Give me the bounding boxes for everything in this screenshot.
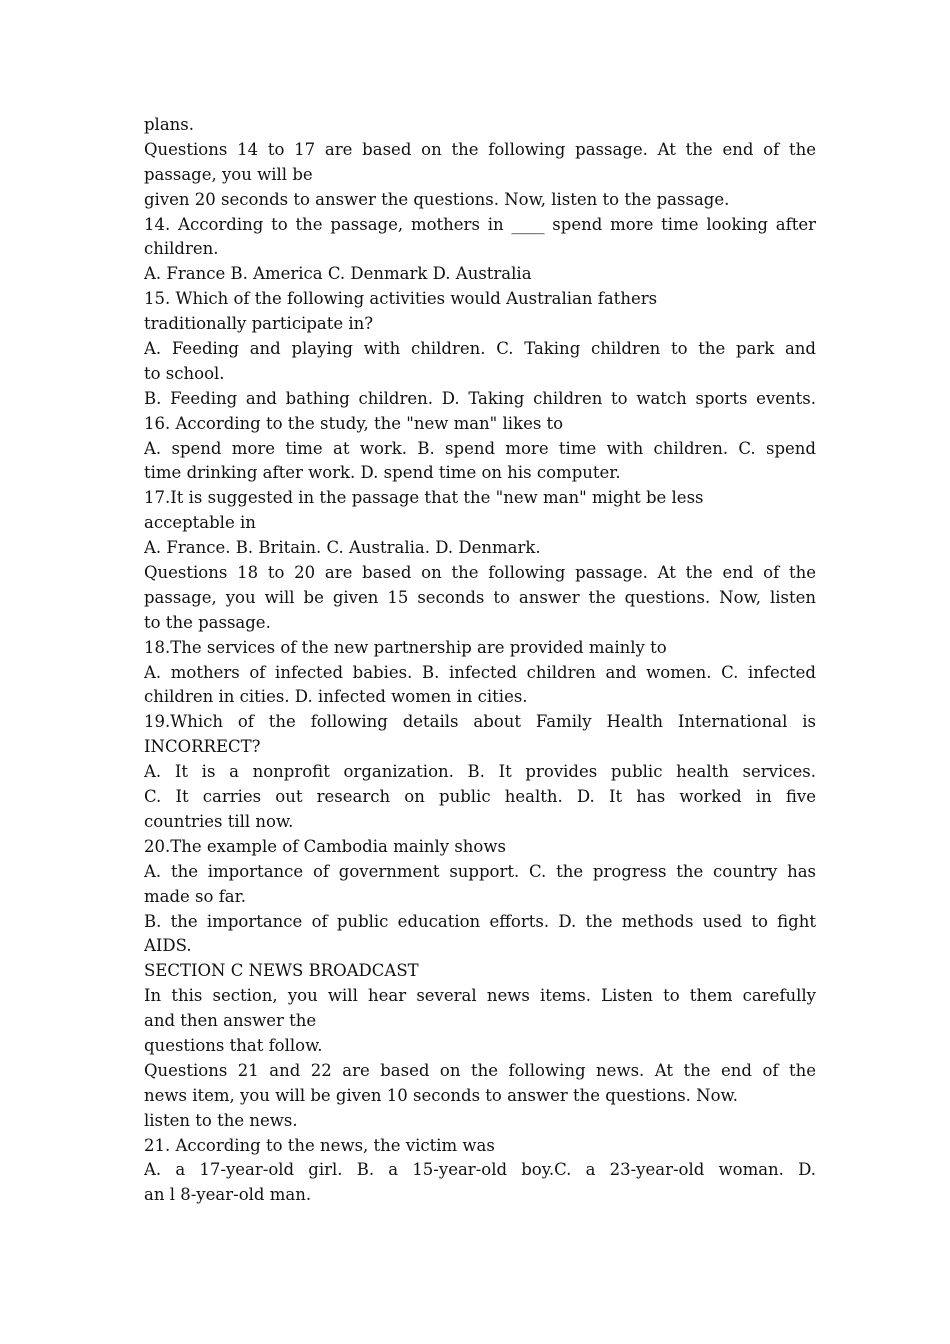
text-line: INCORRECT? (144, 737, 261, 757)
text-line: plans. (144, 115, 195, 134)
text-line: passage, you will be (144, 164, 313, 184)
text-line: made so far. (144, 886, 246, 906)
text-line: to school. (144, 363, 225, 383)
text-line: A. France B. America C. Denmark D. Australia (144, 264, 532, 284)
text-line: given 20 seconds to answer the questions. Now, listen to the passage. (144, 189, 730, 209)
text-line: A. the importance of government support. C. the progress the country has (144, 861, 816, 881)
text-line: an l 8-year-old man. (144, 1185, 312, 1205)
text-line: 17.It is suggested in the passage that the "new man" might be less (144, 488, 704, 508)
text-line: 19.Which of the following details about Family Health International is (144, 712, 816, 732)
text-line: countries till now. (144, 811, 294, 831)
text-line: Questions 18 to 20 are based on the following passage. At the end of the (144, 563, 816, 583)
text-line: questions that follow. (144, 1035, 323, 1055)
text-line: listen to the news. (144, 1110, 298, 1130)
text-line: 15. Which of the following activities would Australian fathers (144, 289, 658, 309)
text-line: In this section, you will hear several news items. Listen to them carefully (144, 986, 816, 1006)
text-line: and then answer the (144, 1011, 317, 1031)
text-line: 16. According to the study, the "new man" likes to (144, 413, 564, 433)
text-line: SECTION C NEWS BROADCAST (144, 961, 419, 981)
text-line: A. spend more time at work. B. spend more time with children. C. spend (144, 438, 816, 458)
text-line: acceptable in (144, 513, 256, 533)
text-line: news item, you will be given 10 seconds to answer the questions. Now. (144, 1085, 738, 1105)
text-line: A. mothers of infected babies. B. infected children and women. C. infected (144, 662, 816, 682)
text-line: 14. According to the passage, mothers in ____ spend more time looking after (144, 214, 816, 234)
text-line: passage, you will be given 15 seconds to answer the questions. Now, listen (144, 587, 816, 607)
text-line: A. a 17-year-old girl. B. a 15-year-old boy.C. a 23-year-old woman. D. (144, 1160, 816, 1180)
text-line: children in cities. D. infected women in cities. (144, 687, 528, 707)
text-line: Questions 21 and 22 are based on the following news. At the end of the (144, 1060, 816, 1080)
text-line: 21. According to the news, the victim was (144, 1135, 495, 1155)
text-line: AIDS. (144, 936, 192, 956)
text-line: C. It carries out research on public health. D. It has worked in five (144, 787, 816, 807)
text-line: B. the importance of public education efforts. D. the methods used to fight (144, 911, 816, 931)
text-line: B. Feeding and bathing children. D. Taking children to watch sports events. (144, 388, 816, 408)
text-line: A. France. B. Britain. C. Australia. D. Denmark. (144, 538, 541, 558)
text-line: Questions 14 to 17 are based on the following passage. At the end of the (144, 139, 816, 159)
text-line: time drinking after work. D. spend time on his computer. (144, 463, 621, 483)
text-line: traditionally participate in? (144, 314, 374, 334)
text-line: A. Feeding and playing with children. C. Taking children to the park and (144, 339, 816, 359)
text-line: to the passage. (144, 612, 271, 632)
text-line: 20.The example of Cambodia mainly shows (144, 836, 506, 856)
text-line: A. It is a nonprofit organization. B. It provides public health services. (144, 762, 816, 782)
document-body (144, 113, 816, 1208)
text-line: 18.The services of the new partnership are provided mainly to (144, 637, 667, 657)
text-line: children. (144, 239, 219, 259)
